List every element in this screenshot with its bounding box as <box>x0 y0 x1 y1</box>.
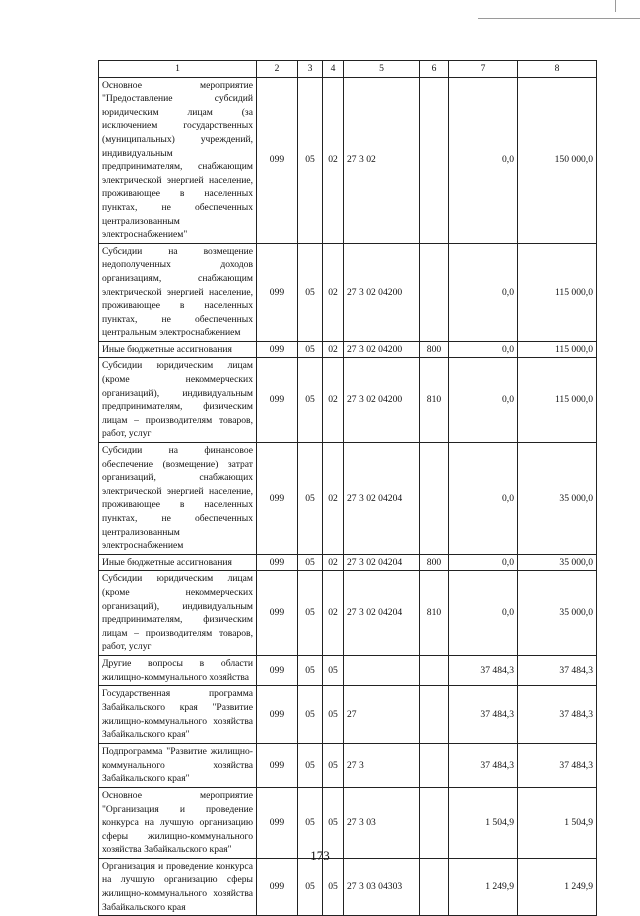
column-header: 6 <box>420 61 449 78</box>
cell-ministry-code: 099 <box>257 787 298 858</box>
row-name: Субсидии на финансовое обеспечение (возмещение) затрат организаций, снабжающих электрической энергией население, проживающее в населенных пунктах, не обеспеченных централизованным электроснабжением <box>99 443 257 555</box>
cell-section: 05 <box>298 358 323 443</box>
row-name: Субсидии юридическим лицам (кроме некоммерческих организаций), индивидуальным предпринимателям, физическим лицам – производителям товаров, работ, услуг <box>99 358 257 443</box>
cell-amount-col8: 35 000,0 <box>518 443 597 555</box>
cell-expense-type <box>420 443 449 555</box>
cell-target-article: 27 3 02 04200 <box>344 243 420 341</box>
cell-subsection: 05 <box>323 686 344 744</box>
table-row <box>99 686 597 744</box>
scan-artifact-line <box>615 0 616 12</box>
cell-amount-col7: 1 504,9 <box>449 787 518 858</box>
table-row <box>99 341 597 358</box>
table-row <box>99 858 597 915</box>
row-name: Организация и проведение конкурса на лучшую организацию сферы жилищно-коммунального хозяйства Забайкальского края <box>99 858 257 915</box>
cell-amount-col8: 37 484,3 <box>518 686 597 744</box>
cell-expense-type: 810 <box>420 571 449 656</box>
scan-artifact-line <box>478 18 640 19</box>
row-name: Иные бюджетные ассигнования <box>99 554 257 571</box>
cell-section: 05 <box>298 554 323 571</box>
cell-section: 05 <box>298 858 323 915</box>
cell-amount-col7: 0,0 <box>449 443 518 555</box>
cell-ministry-code: 099 <box>257 443 298 555</box>
row-name: Основное мероприятие "Организация и проведение конкурса на лучшую организацию сферы жилищно-коммунального хозяйства Забайкальского края" <box>99 787 257 858</box>
cell-target-article: 27 3 03 04303 <box>344 858 420 915</box>
row-name: Другие вопросы в области жилищно-коммунального хозяйства <box>99 655 257 685</box>
cell-subsection: 02 <box>323 243 344 341</box>
cell-subsection: 02 <box>323 571 344 656</box>
cell-subsection: 05 <box>323 744 344 788</box>
cell-amount-col7: 37 484,3 <box>449 655 518 685</box>
column-header: 1 <box>99 61 257 78</box>
cell-amount-col8: 35 000,0 <box>518 571 597 656</box>
cell-ministry-code: 099 <box>257 341 298 358</box>
budget-table <box>98 60 597 916</box>
cell-ministry-code: 099 <box>257 858 298 915</box>
cell-ministry-code: 099 <box>257 744 298 788</box>
cell-target-article: 27 3 02 <box>344 77 420 243</box>
cell-amount-col8: 115 000,0 <box>518 341 597 358</box>
cell-target-article: 27 3 02 04200 <box>344 341 420 358</box>
cell-target-article: 27 3 02 04204 <box>344 443 420 555</box>
column-header: 8 <box>518 61 597 78</box>
table-row <box>99 655 597 685</box>
cell-target-article: 27 3 02 04204 <box>344 554 420 571</box>
row-name: Государственная программа Забайкальского края "Развитие жилищно-коммунального хозяйства Забайкальского края" <box>99 686 257 744</box>
cell-expense-type <box>420 243 449 341</box>
cell-amount-col7: 0,0 <box>449 243 518 341</box>
cell-section: 05 <box>298 243 323 341</box>
cell-amount-col8: 1 249,9 <box>518 858 597 915</box>
cell-expense-type <box>420 655 449 685</box>
cell-section: 05 <box>298 787 323 858</box>
cell-ministry-code: 099 <box>257 655 298 685</box>
cell-section: 05 <box>298 77 323 243</box>
column-header: 2 <box>257 61 298 78</box>
table-row <box>99 744 597 788</box>
cell-expense-type <box>420 858 449 915</box>
cell-expense-type <box>420 77 449 243</box>
cell-amount-col7: 0,0 <box>449 77 518 243</box>
cell-expense-type: 800 <box>420 554 449 571</box>
cell-target-article: 27 3 03 <box>344 787 420 858</box>
cell-section: 05 <box>298 341 323 358</box>
cell-target-article: 27 <box>344 686 420 744</box>
row-name: Субсидии на возмещение недополученных доходов организациям, снабжающим электрической энергией население, проживающее в населенных пунктах, не обеспеченных центральным электроснабжением <box>99 243 257 341</box>
cell-expense-type <box>420 686 449 744</box>
cell-amount-col8: 150 000,0 <box>518 77 597 243</box>
table-row <box>99 77 597 243</box>
page-number: 173 <box>310 848 330 863</box>
cell-expense-type: 810 <box>420 358 449 443</box>
cell-ministry-code: 099 <box>257 571 298 656</box>
cell-section: 05 <box>298 571 323 656</box>
cell-amount-col7: 37 484,3 <box>449 744 518 788</box>
cell-subsection: 02 <box>323 554 344 571</box>
cell-section: 05 <box>298 686 323 744</box>
cell-target-article <box>344 655 420 685</box>
cell-amount-col7: 1 249,9 <box>449 858 518 915</box>
cell-ministry-code: 099 <box>257 77 298 243</box>
cell-subsection: 02 <box>323 443 344 555</box>
cell-subsection: 02 <box>323 341 344 358</box>
cell-ministry-code: 099 <box>257 554 298 571</box>
table-row <box>99 243 597 341</box>
table-header-row <box>99 61 597 78</box>
cell-amount-col8: 115 000,0 <box>518 358 597 443</box>
cell-section: 05 <box>298 655 323 685</box>
row-name: Подпрограмма "Развитие жилищно-коммунального хозяйства Забайкальского края" <box>99 744 257 788</box>
cell-target-article: 27 3 02 04204 <box>344 571 420 656</box>
cell-amount-col7: 0,0 <box>449 358 518 443</box>
cell-subsection: 05 <box>323 787 344 858</box>
cell-ministry-code: 099 <box>257 358 298 443</box>
table-row <box>99 443 597 555</box>
cell-section: 05 <box>298 744 323 788</box>
column-header: 4 <box>323 61 344 78</box>
cell-amount-col8: 1 504,9 <box>518 787 597 858</box>
table-row <box>99 358 597 443</box>
column-header: 3 <box>298 61 323 78</box>
cell-amount-col8: 115 000,0 <box>518 243 597 341</box>
cell-section: 05 <box>298 443 323 555</box>
cell-expense-type <box>420 744 449 788</box>
row-name: Основное мероприятие "Предоставление субсидий юридическим лицам (за исключением государственных (муниципальных) учреждений, индивидуальным предпринимателям, снабжающим электрической энергией население, проживающее в населенных пунктах, не обеспеченных централизованным электроснабжением" <box>99 77 257 243</box>
cell-subsection: 02 <box>323 77 344 243</box>
cell-subsection: 05 <box>323 858 344 915</box>
column-header: 7 <box>449 61 518 78</box>
cell-ministry-code: 099 <box>257 686 298 744</box>
cell-target-article: 27 3 02 04200 <box>344 358 420 443</box>
cell-target-article: 27 3 <box>344 744 420 788</box>
cell-amount-col7: 0,0 <box>449 571 518 656</box>
cell-subsection: 02 <box>323 358 344 443</box>
table-row <box>99 571 597 656</box>
cell-amount-col7: 37 484,3 <box>449 686 518 744</box>
cell-amount-col7: 0,0 <box>449 554 518 571</box>
cell-ministry-code: 099 <box>257 243 298 341</box>
cell-expense-type: 800 <box>420 341 449 358</box>
column-header: 5 <box>344 61 420 78</box>
cell-amount-col7: 0,0 <box>449 341 518 358</box>
cell-amount-col8: 35 000,0 <box>518 554 597 571</box>
cell-amount-col8: 37 484,3 <box>518 744 597 788</box>
table-row <box>99 554 597 571</box>
cell-amount-col8: 37 484,3 <box>518 655 597 685</box>
cell-subsection: 05 <box>323 655 344 685</box>
row-name: Субсидии юридическим лицам (кроме некоммерческих организаций), индивидуальным предпринимателям, физическим лицам – производителям товаров, работ, услуг <box>99 571 257 656</box>
row-name: Иные бюджетные ассигнования <box>99 341 257 358</box>
